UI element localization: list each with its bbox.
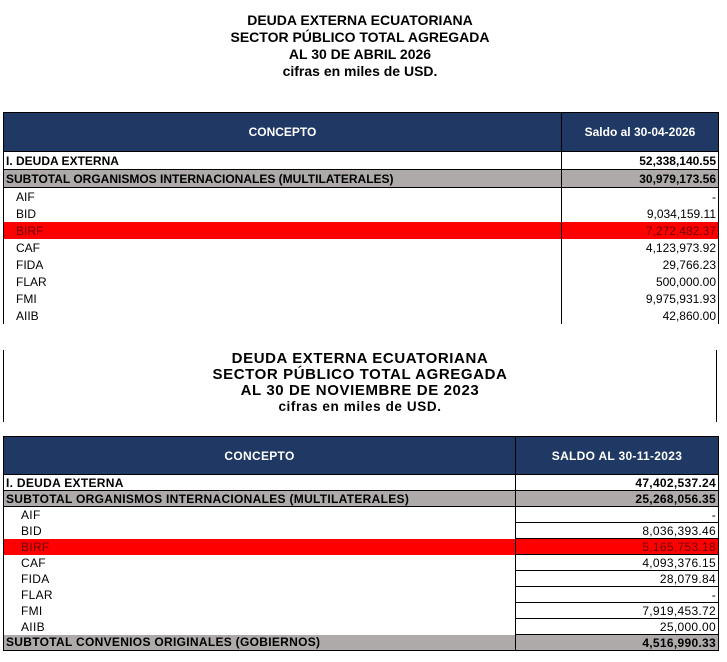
table-row-highlighted — [4, 222, 719, 239]
row-label: I. DEUDA EXTERNA — [4, 152, 562, 170]
row-label: BID — [4, 523, 516, 539]
row-label: FIDA — [4, 571, 516, 587]
report1-title — [0, 12, 720, 80]
report2-title-line: DEUDA EXTERNA ECUATORIANA — [231, 350, 489, 367]
row-value: 5,165,753.18 — [516, 539, 719, 555]
row-label: AIIB — [4, 619, 516, 635]
column-header-concept: CONCEPTO — [4, 437, 516, 475]
column-header-balance: SALDO AL 30-11-2023 — [516, 437, 719, 475]
row-value: 42,860.00 — [562, 307, 719, 324]
report2-title-line: SECTOR PÚBLICO TOTAL AGREGADA — [212, 366, 508, 383]
table-row-total — [4, 152, 719, 170]
row-value: 47,402,537.24 — [516, 475, 719, 491]
row-label: AIIB — [4, 307, 562, 324]
row-value: 4,123,973.92 — [562, 239, 719, 256]
row-label: CAF — [4, 555, 516, 571]
column-header-balance: Saldo al 30-04-2026 — [562, 113, 719, 152]
row-value: 7,919,453.72 — [516, 603, 719, 619]
row-value: 25,268,056.35 — [516, 491, 719, 507]
row-label: SUBTOTAL ORGANISMOS INTERNACIONALES (MULTILATERALES) — [4, 170, 562, 188]
table-row-subtotal — [4, 635, 719, 651]
report1-title-line: AL 30 DE ABRIL 2026 — [288, 46, 432, 62]
table-row — [4, 507, 719, 523]
table-row — [4, 603, 719, 619]
row-value: 29,766.23 — [562, 256, 719, 273]
row-label: SUBTOTAL CONVENIOS ORIGINALES (GOBIERNOS) — [4, 635, 516, 651]
table-row-highlighted — [4, 539, 719, 555]
row-value: 9,975,931.93 — [562, 290, 719, 307]
column-header-concept: CONCEPTO — [4, 113, 562, 152]
report1-table — [3, 112, 719, 324]
row-label: CAF — [4, 239, 562, 256]
row-value: 8,036,393.46 — [516, 523, 719, 539]
row-value: 500,000.00 — [562, 273, 719, 290]
row-label: AIF — [4, 188, 562, 206]
table-row-subtotal — [4, 170, 719, 188]
table-row — [4, 619, 719, 635]
table-row — [4, 205, 719, 222]
table-row — [4, 239, 719, 256]
table-row-subtotal — [4, 491, 719, 507]
row-label: I. DEUDA EXTERNA — [4, 475, 516, 491]
row-value: - — [516, 587, 719, 603]
report1-title-line: SECTOR PÚBLICO TOTAL AGREGADA — [230, 29, 490, 45]
row-label: BIRF — [4, 539, 516, 555]
table-row-total — [4, 475, 719, 491]
table-row — [4, 273, 719, 290]
report2-title-line: AL 30 DE NOVIEMBRE DE 2023 — [240, 382, 480, 399]
row-label: FLAR — [4, 273, 562, 290]
table-row — [4, 256, 719, 273]
row-label: FLAR — [4, 587, 516, 603]
row-value: 4,516,990.33 — [516, 635, 719, 651]
row-label: FMI — [4, 290, 562, 307]
row-value: 52,338,140.55 — [562, 152, 719, 170]
report1-title-line: DEUDA EXTERNA ECUATORIANA — [247, 12, 473, 28]
report1-subtitle: cifras en miles de USD. — [282, 63, 438, 79]
table-row — [4, 290, 719, 307]
row-label: SUBTOTAL ORGANISMOS INTERNACIONALES (MULTILATERALES) — [4, 491, 516, 507]
row-value: 9,034,159.11 — [562, 205, 719, 222]
row-value: - — [516, 507, 719, 523]
table-row — [4, 307, 719, 324]
row-label: BIRF — [4, 222, 562, 239]
report2-table — [3, 436, 719, 651]
row-value: 4,093,376.15 — [516, 555, 719, 571]
row-value: 28,079.84 — [516, 571, 719, 587]
row-value: 7,272,482.37 — [562, 222, 719, 239]
report2-subtitle: cifras en miles de USD. — [278, 399, 442, 414]
table-row — [4, 188, 719, 206]
row-value: 25,000.00 — [516, 619, 719, 635]
table-row — [4, 523, 719, 539]
table-row — [4, 555, 719, 571]
row-label: FIDA — [4, 256, 562, 273]
table-row — [4, 571, 719, 587]
report2-title — [3, 351, 717, 415]
row-label: BID — [4, 205, 562, 222]
row-label: FMI — [4, 603, 516, 619]
table-row — [4, 587, 719, 603]
table-header-row — [4, 113, 719, 152]
row-value: - — [562, 188, 719, 206]
row-label: AIF — [4, 507, 516, 523]
table-header-row — [4, 437, 719, 475]
row-value: 30,979,173.56 — [562, 170, 719, 188]
